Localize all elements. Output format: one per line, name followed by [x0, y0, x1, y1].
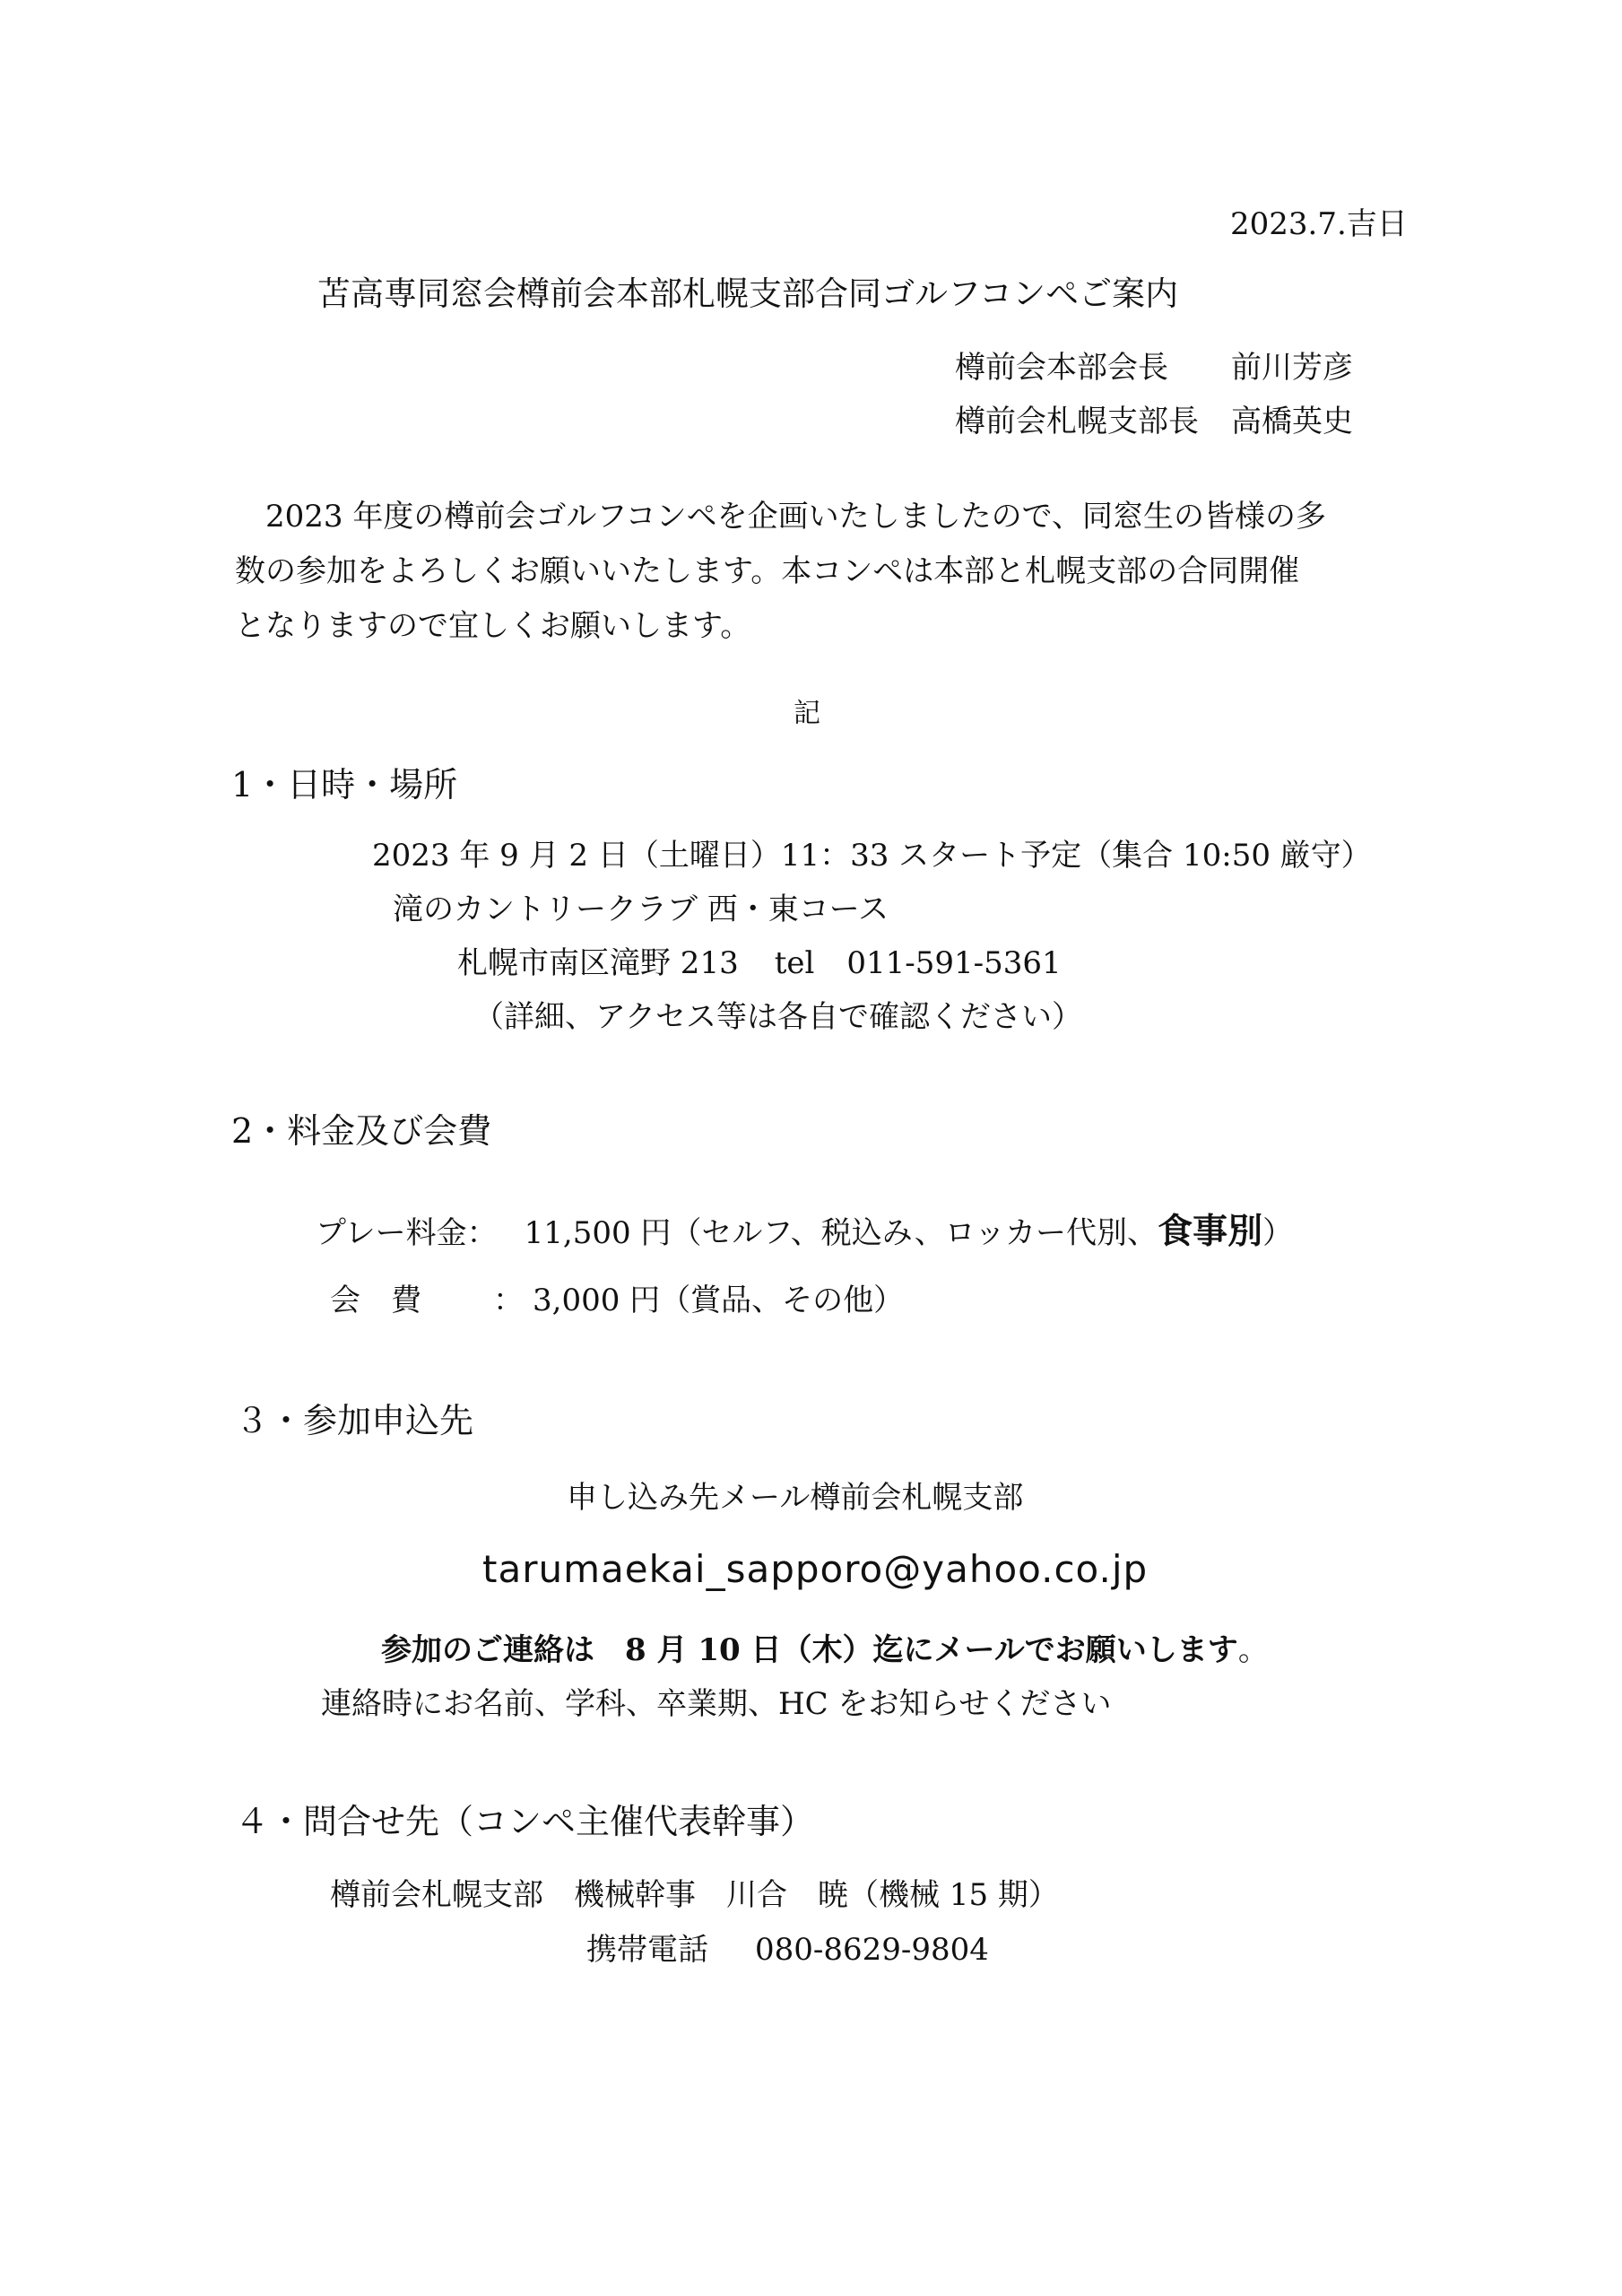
- venue-address: 札幌市南区滝野 213: [457, 945, 739, 981]
- tel-label: tel: [774, 945, 815, 981]
- venue-address-line: [457, 938, 1062, 982]
- venue-tel: 011-591-5361: [846, 945, 1062, 981]
- play-fee-label: プレー料金：: [316, 1215, 498, 1251]
- play-fee-meal: 食事別: [1158, 1212, 1263, 1252]
- member-fee-value: 3,000 円（賞品、その他）: [533, 1283, 905, 1318]
- application-email[interactable]: tarumaekai_sapporo@yahoo.co.jp: [482, 1547, 1149, 1591]
- play-fee-line: [316, 1204, 1293, 1254]
- sender-2-name: 高橋英史: [1231, 404, 1353, 439]
- intro-line-2: 数の参加をよろしくお願いいたします。本コンペは本部と札幌支部の合同開催: [235, 553, 1300, 589]
- organizer-phone-line: [586, 1925, 989, 1969]
- deadline-text: 参加のご連絡は 8 月 10 日（木）迄にメールでお願いします: [381, 1632, 1238, 1668]
- document-date: 2023.7.吉日: [1230, 206, 1408, 242]
- section-4-heading: ４・問合せ先（コンペ主催代表幹事）: [235, 1802, 815, 1841]
- sender-2: [955, 396, 1353, 440]
- member-fee-colon: ：: [493, 1283, 524, 1318]
- organizer-line: [330, 1870, 1059, 1914]
- access-note: （詳細、アクセス等は各自で確認ください）: [473, 999, 1082, 1035]
- organizer-title: 機械幹事: [574, 1877, 696, 1913]
- intro-line-1: 2023 年度の樽前会ゴルフコンペを企画いたしましたので、同窓生の皆様の多: [235, 499, 1326, 535]
- deadline-line: [381, 1625, 1269, 1669]
- section-1-heading: 1・日時・場所: [231, 765, 458, 804]
- play-fee-value: 11,500 円（セルフ、税込み、ロッカー代別、: [524, 1215, 1158, 1251]
- sender-2-role: 樽前会札幌支部長: [955, 404, 1199, 439]
- organizer-phone[interactable]: 080-8629-9804: [755, 1932, 989, 1968]
- organizer-class: （機械 15 期）: [848, 1877, 1059, 1913]
- deadline-end: 。: [1237, 1632, 1269, 1668]
- section-2-heading: 2・料金及び会費: [231, 1111, 492, 1151]
- document-title: 苫高専同窓会樽前会本部札幌支部合同ゴルフコンペご案内: [317, 274, 1179, 313]
- section-3-heading: ３・参加申込先: [235, 1401, 474, 1440]
- organizer-org: 樽前会札幌支部: [330, 1877, 543, 1913]
- organizer-person: 川合 暁: [726, 1877, 848, 1913]
- sender-1-role: 樽前会本部会長: [955, 350, 1168, 386]
- sender-1-name: 前川芳彦: [1231, 350, 1353, 386]
- contact-note: 連絡時にお名前、学科、卒業期、HC をお知らせください: [321, 1686, 1112, 1722]
- member-fee-line: [330, 1275, 904, 1319]
- phone-label: 携帯電話: [586, 1932, 708, 1968]
- event-datetime: 2023 年 9 月 2 日（土曜日）11：33 スタート予定（集合 10:50 厳守）: [372, 838, 1372, 874]
- application-destination: 申し込み先メール樽前会札幌支部: [567, 1480, 1024, 1516]
- play-fee-close: ）: [1262, 1215, 1294, 1251]
- intro-line-3: となりますので宜しくお願いします。: [235, 608, 751, 644]
- ki-mark: 記: [794, 698, 820, 729]
- member-fee-label: 会 費: [330, 1283, 421, 1318]
- sender-1: [955, 343, 1353, 387]
- event-venue: 滝のカントリークラブ 西・東コース: [393, 891, 889, 927]
